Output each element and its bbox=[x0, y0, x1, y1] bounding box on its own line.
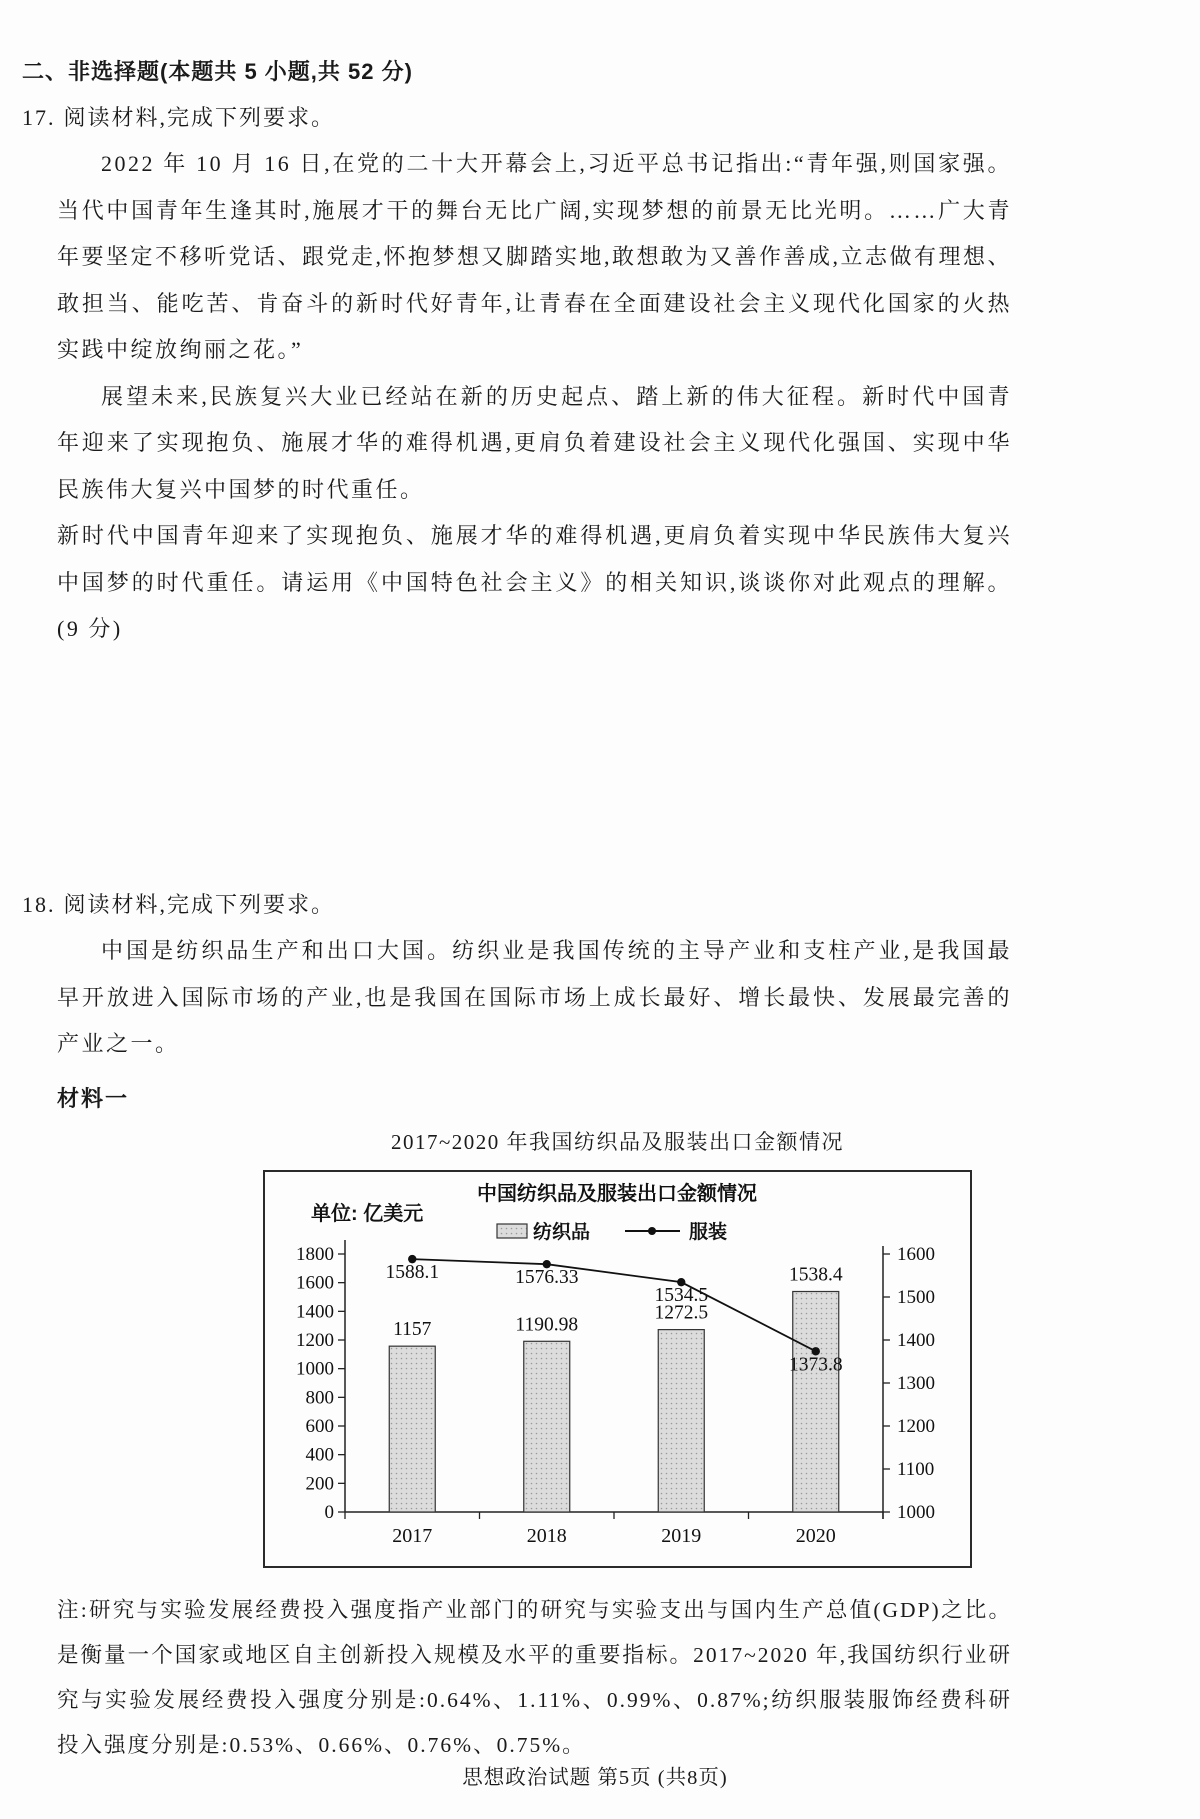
chart-canvas bbox=[265, 1172, 970, 1566]
left-axis-tick-label: 600 bbox=[305, 1415, 334, 1437]
question-18-prompt-line bbox=[22, 882, 1012, 928]
question-17-prompt-line bbox=[22, 95, 1012, 141]
page-footer: 思想政治试题 第5页 (共8页) bbox=[462, 1767, 728, 1789]
x-axis-category-label: 2018 bbox=[526, 1524, 567, 1547]
line-value-label: 1588.1 bbox=[385, 1261, 440, 1283]
right-axis-tick-label: 1300 bbox=[897, 1372, 935, 1394]
legend-line-label: 服装 bbox=[689, 1221, 728, 1243]
right-axis-tick-label: 1100 bbox=[897, 1458, 935, 1480]
question-18-prompt: 阅读材料,完成下列要求。 bbox=[63, 892, 336, 917]
right-axis-tick-label: 1000 bbox=[897, 1501, 935, 1523]
left-axis-tick-label: 1200 bbox=[296, 1329, 334, 1351]
question-17-prompt: 阅读材料,完成下列要求。 bbox=[63, 105, 336, 130]
right-axis-tick-label: 1200 bbox=[897, 1415, 935, 1437]
right-axis-tick-label: 1500 bbox=[897, 1286, 935, 1308]
bar-2019 bbox=[658, 1329, 704, 1511]
bar-value-label: 1190.98 bbox=[515, 1313, 579, 1335]
line-value-label: 1373.8 bbox=[788, 1353, 843, 1375]
bar-2020 bbox=[793, 1291, 839, 1512]
question-17-number: 17. bbox=[22, 105, 56, 130]
bar-value-label: 1538.4 bbox=[788, 1263, 843, 1285]
left-axis-tick-label: 1800 bbox=[296, 1243, 334, 1265]
question-18-block bbox=[22, 876, 1012, 1768]
left-axis-tick-label: 1000 bbox=[296, 1358, 334, 1380]
chart-title: 中国纺织品及服装出口金额情况 bbox=[477, 1182, 757, 1205]
right-axis-tick-label: 1400 bbox=[897, 1329, 935, 1351]
section-header: 二、非选择题(本题共 5 小题,共 52 分) bbox=[22, 59, 413, 84]
left-axis-tick-label: 1400 bbox=[296, 1300, 334, 1322]
chart-unit-label: 单位: 亿美元 bbox=[311, 1202, 424, 1225]
question-18-number: 18. bbox=[22, 892, 56, 917]
chart-caption: 2017~2020 年我国纺织品及服装出口金额情况 bbox=[390, 1129, 845, 1154]
question-17-task-text: 新时代中国青年迎来了实现抱负、施展才华的难得机遇,更肩负着实现中华民族伟大复兴中国梦的时代重任。请运用《中国特色社会主义》的相关知识,谈谈你对此观点的理解。(9 分) bbox=[57, 523, 1012, 641]
question-18-material-paragraph-1: 中国是纺织品生产和出口大国。纺织业是我国传统的主导产业和支柱产业,是我国最早开放进入国际市场的产业,也是我国在国际市场上成长最好、增长最快、发展最完善的产业之一。 bbox=[57, 938, 1012, 1056]
bar-2017 bbox=[389, 1346, 435, 1512]
line-value-label: 1534.5 bbox=[654, 1284, 709, 1306]
question-17-material-paragraph-2: 展望未来,民族复兴大业已经站在新的历史起点、踏上新的伟大征程。新时代中国青年迎来了实现抱负、施展才华的难得机遇,更肩负着建设社会主义现代化强国、实现中华民族伟大复兴中国梦的时代重任。 bbox=[57, 383, 1012, 502]
left-axis-tick-label: 200 bbox=[305, 1472, 334, 1494]
material-one-label: 材料一 bbox=[57, 1085, 130, 1111]
question-17-material-paragraph-1: 2022 年 10 月 16 日,在党的二十大开幕会上,习近平总书记指出:“青年强,则国家强。当代中国青年生逢其时,施展才干的舞台无比广阔,实现梦想的前景无比光明。……广大青年要坚定不移听党话、跟党走,怀抱梦想又脚踏实地,敢想敢为又善作善成,立志做有理想、敢担当、能吃苦、肯奋斗的新时代好青年,让青春在全面建设社会主义现代化国家的火热实践中绽放绚丽之花。” bbox=[57, 151, 1013, 362]
right-axis-tick-label: 1600 bbox=[897, 1243, 935, 1265]
x-axis-category-label: 2019 bbox=[661, 1524, 702, 1547]
legend-bar-label: 纺织品 bbox=[533, 1221, 591, 1243]
legend-line-marker bbox=[648, 1227, 656, 1235]
left-axis-tick-label: 0 bbox=[324, 1501, 334, 1523]
line-value-label: 1576.33 bbox=[515, 1266, 579, 1288]
x-axis-category-label: 2017 bbox=[392, 1524, 433, 1547]
bar-value-label: 1272.5 bbox=[654, 1302, 709, 1324]
left-axis-tick-label: 400 bbox=[305, 1444, 334, 1466]
garment-line bbox=[412, 1259, 816, 1351]
bar-value-label: 1157 bbox=[393, 1318, 432, 1340]
legend-bar-swatch bbox=[497, 1224, 527, 1238]
left-axis-tick-label: 1600 bbox=[296, 1272, 334, 1294]
left-axis-tick-label: 800 bbox=[305, 1386, 334, 1408]
chart-footnote: 注:研究与实验发展经费投入强度指产业部门的研究与实验支出与国内生产总值(GDP)之比。是衡量一个国家或地区自主创新投入规模及水平的重要指标。2017~2020 年,我国纺织行业研究与实验发展经费投入强度分别是:0.64%、1.11%、0.99%、0.87%;纺织服装服饰经费科研投入强度分别是:0.53%、0.66%、0.76%、0.75%。 bbox=[57, 1597, 1012, 1757]
bar-2018 bbox=[524, 1341, 570, 1512]
x-axis-category-label: 2020 bbox=[795, 1524, 836, 1547]
export-amount-chart bbox=[263, 1170, 972, 1568]
page-content bbox=[22, 55, 1013, 1757]
